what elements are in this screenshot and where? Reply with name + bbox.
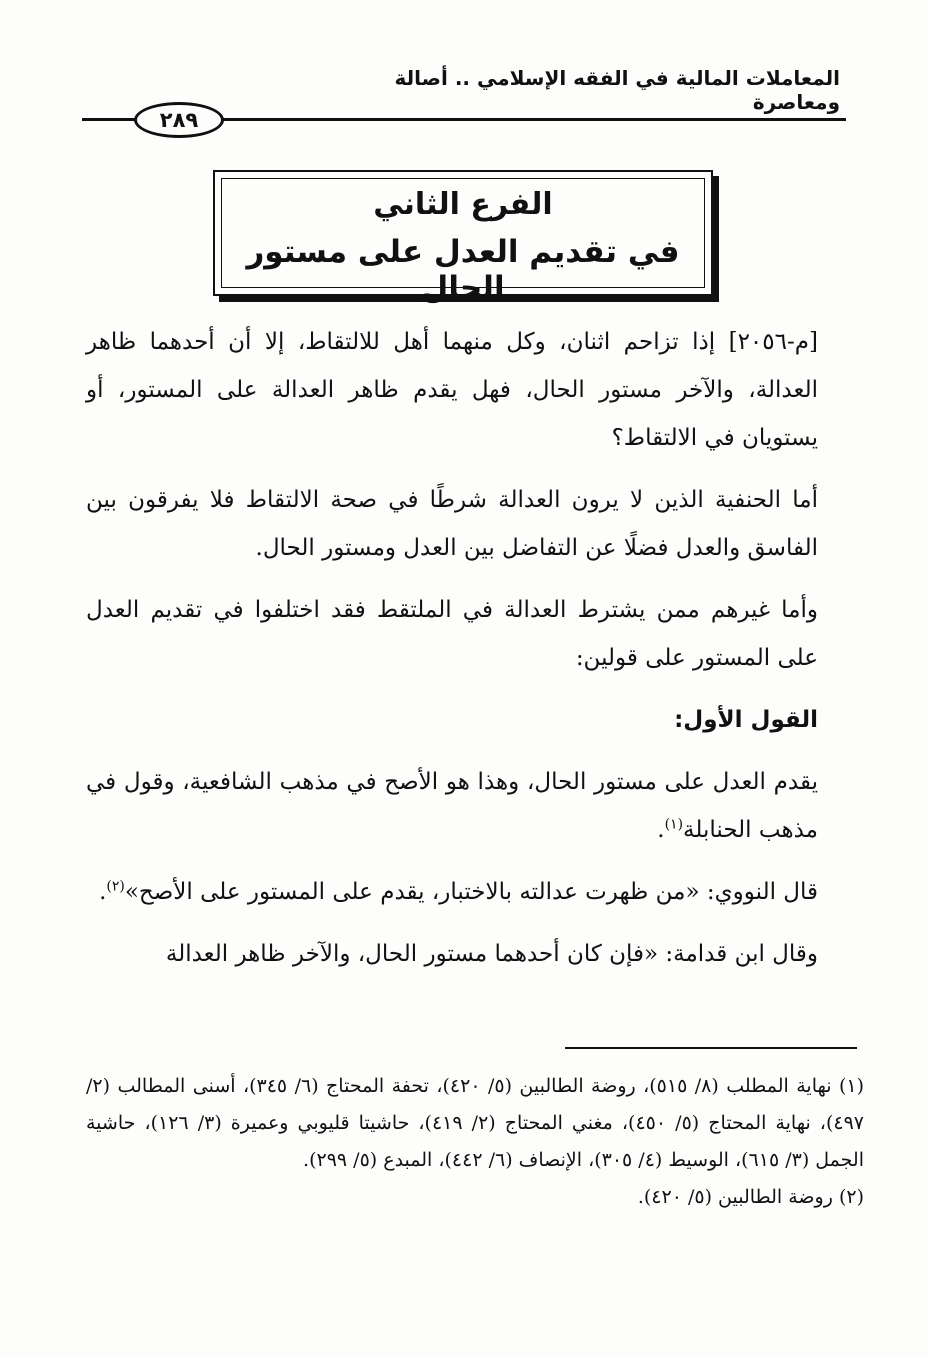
paragraph: وقال ابن قدامة: «فإن كان أحدهما مستور الحال، والآخر ظاهر العدالة [165, 941, 818, 967]
paragraph [86, 758, 850, 854]
section-title-line2: في تقديم العدل على مستور الحال [246, 234, 680, 306]
section-title-line1: الفرع الثاني [373, 187, 553, 222]
paragraph-end: . [657, 817, 665, 843]
paragraph-text: يقدم العدل على مستور الحال، وهذا هو الأصح في مذهب الشافعية، وقول في مذهب الحنابلة [86, 769, 818, 843]
section-title-frame [221, 178, 705, 306]
footnote-1: (١) نهاية المطلب (٨/ ٥١٥)، روضة الطالبين (٥/ ٤٢٠)، تحفة المحتاج (٦/ ٣٤٥)، أسنى المطالب (٢/ ٤٩٧)، نهاية المحتاج (٥/ ٤٥٠)، مغني المحتاج (٢/ ٤١٩)، حاشيتا قليوبي وعميرة (٣/ ١٢٦)، حاشية الجمل (٣/ ٦١٥)، الوسيط (٤/ ٣٠٥)، الإنصاف (٦/ ٤٤٢)، المبدع (٥/ ٢٩٩). [86, 1075, 865, 1171]
body-text [86, 318, 850, 992]
paragraph-text: قال النووي: «من ظهرت عدالته بالاختبار، يقدم على المستور على الأصح» [124, 879, 818, 905]
running-header: المعاملات المالية في الفقه الإسلامي .. أصالة ومعاصرة [394, 66, 840, 114]
footnote-rule [565, 1047, 857, 1049]
footnote-ref: (١) [664, 816, 684, 833]
subheading: القول الأول: [674, 707, 818, 733]
page-number: ٢٨٩ [134, 102, 224, 138]
section-title-box [213, 170, 713, 306]
paragraph: وأما غيرهم ممن يشترط العدالة في الملتقط فقد اختلفوا في تقديم العدل على المستور على قولين: [86, 597, 818, 671]
paragraph-end: . [99, 879, 107, 905]
paragraph: أما الحنفية الذين لا يرون العدالة شرطًا في صحة الالتقاط فلا يفرقون بين الفاسق والعدل فضلًا عن التفاضل بين العدل ومستور الحال. [86, 487, 818, 561]
footnotes [86, 1068, 864, 1216]
footnote-ref: (٢) [106, 878, 125, 895]
paragraph [86, 868, 850, 916]
paragraph: [م-٢٠٥٦] إذا تزاحم اثنان، وكل منهما أهل للالتقاط، إلا أن أحدهما ظاهر العدالة، والآخر مستور الحال، فهل يقدم ظاهر العدالة على المستور، أو يستويان في الالتقاط؟ [86, 329, 818, 451]
footnote-2: (٢) روضة الطالبين (٥/ ٤٢٠). [637, 1186, 864, 1208]
